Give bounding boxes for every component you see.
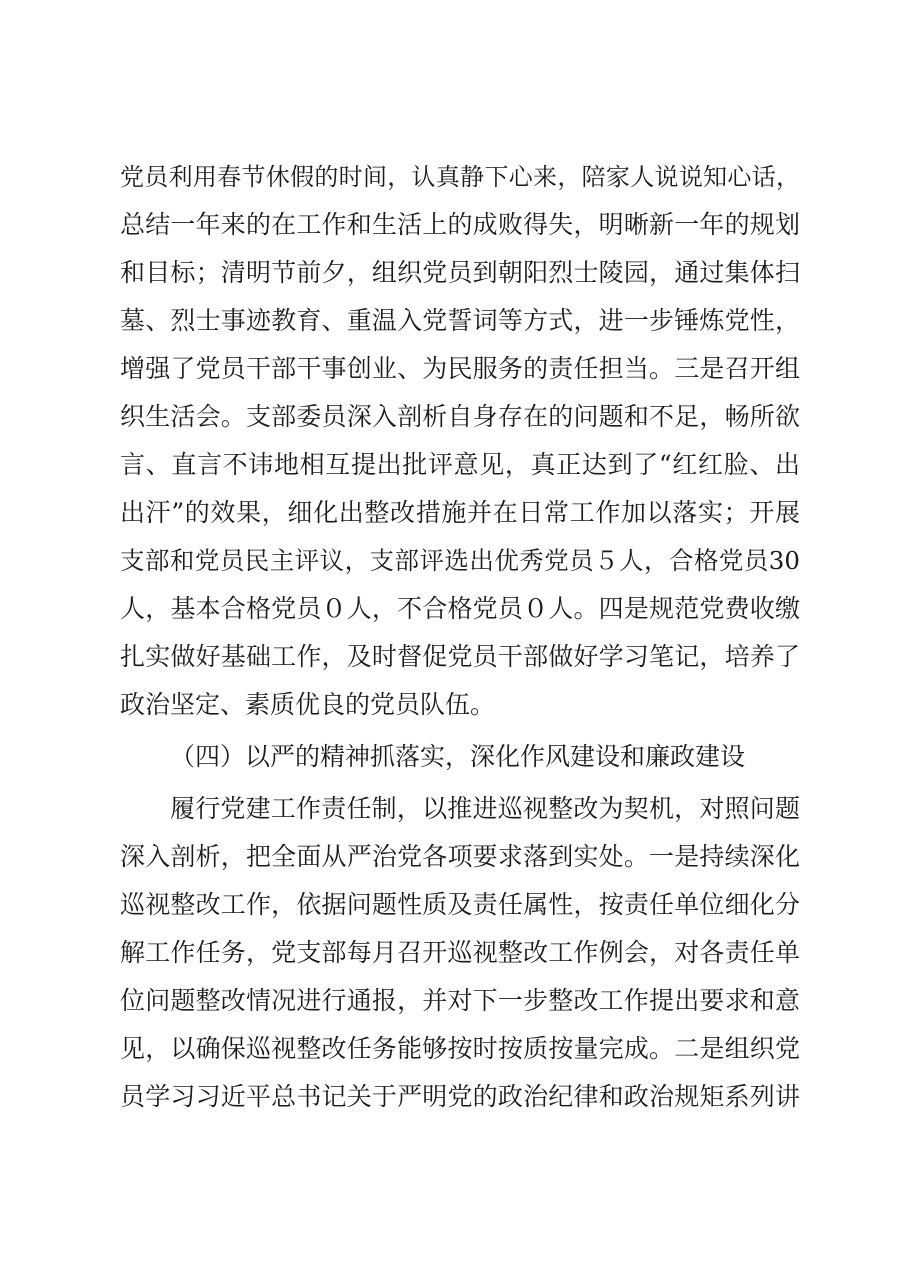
- paragraph-2-line-1: 履行党建工作责任制，以推进巡视整改为契机，对照问题: [170, 794, 800, 823]
- paragraph-2-line-3: 巡视整改工作，依据问题性质及责任属性，按责任单位细化分: [120, 890, 800, 919]
- paragraph-1-line-2: 总结一年来的在工作和生活上的成败得失，明晰新一年的规划: [120, 210, 800, 239]
- paragraph-1-line-5: 增强了党员干部干事创业、为民服务的责任担当。三是召开组: [120, 354, 800, 383]
- paragraph-1-line-11: 扎实做好基础工作，及时督促党员干部做好学习笔记，培养了: [120, 642, 800, 671]
- paragraph-2-line-2: 深入剖析，把全面从严治党各项要求落到实处。一是持续深化: [120, 842, 800, 871]
- paragraph-1-line-3: 和目标；清明节前夕，组织党员到朝阳烈士陵园，通过集体扫: [120, 258, 800, 287]
- paragraph-1-line-6: 织生活会。支部委员深入剖析自身存在的问题和不足，畅所欲: [120, 402, 800, 431]
- paragraph-1-line-7: 言、直言不讳地相互提出批评意见，真正达到了“红红脸、出: [120, 450, 800, 479]
- paragraph-1-line-10: 人，基本合格党员０人，不合格党员０人。四是规范党费收缴: [120, 594, 800, 623]
- paragraph-1-line-9: 支部和党员民主评议，支部评选出优秀党员５人，合格党员30: [120, 546, 800, 575]
- paragraph-2-line-6: 见，以确保巡视整改任务能够按时按质按量完成。二是组织党: [120, 1034, 800, 1063]
- paragraph-1-line-4: 墓、烈士事迹教育、重温入党誓词等方式，进一步锤炼党性，: [120, 306, 800, 335]
- paragraph-1-line-1: 党员利用春节休假的时间，认真静下心来，陪家人说说知心话，: [120, 163, 800, 191]
- paragraph-2-line-7: 员学习习近平总书记关于严明党的政治纪律和政治规矩系列讲: [120, 1082, 800, 1111]
- paragraph-2-line-5: 位问题整改情况进行通报，并对下一步整改工作提出要求和意: [120, 986, 800, 1015]
- paragraph-1-line-12: 政治坚定、素质优良的党员队伍。: [120, 690, 496, 719]
- paragraph-1-line-8: 出汗”的效果，细化出整改措施并在日常工作加以落实；开展: [120, 498, 800, 527]
- paragraph-2-line-4: 解工作任务，党支部每月召开巡视整改工作例会，对各责任单: [120, 938, 800, 967]
- section-heading: （四）以严的精神抓落实，深化作风建设和廉政建设: [170, 742, 746, 771]
